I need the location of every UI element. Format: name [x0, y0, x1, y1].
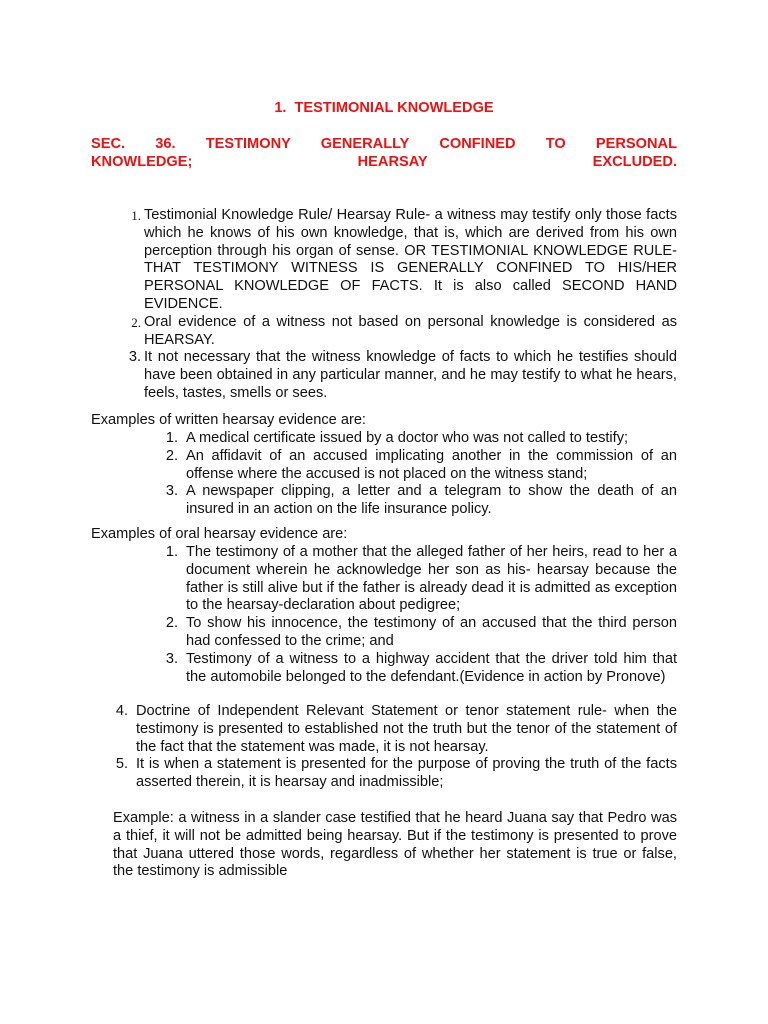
list-item-text: A newspaper clipping, a letter and a telegram to show the death of an insured in an action on the life insurance policy.: [186, 483, 677, 518]
list-item: [165, 544, 677, 615]
list-item-text: A medical certificate issued by a doctor who was not called to testify;: [186, 430, 629, 446]
list-item-text: Oral evidence of a witness not based on personal knowledge is considered as HEARSAY.: [144, 313, 677, 348]
list-item: [131, 207, 677, 314]
list-item: [128, 349, 677, 402]
list-number: 5.: [115, 756, 128, 773]
example-paragraph: Example: a witness in a slander case testified that he heard Juana say that Pedro was a thief, it will not be admitted being hearsay. But if the testimony is presented to prove that Juana uttered those words, regardless of whether her statement is true or false, the testimony is admissible: [113, 810, 677, 880]
document-heading: [0, 98, 768, 118]
list-number: 1.: [165, 544, 178, 560]
list-item-text: Testimony of a witness to a highway accident that the driver told him that the automobile belonged to the defendant.(Evidence in action by Pronove): [186, 650, 677, 685]
heading-number: 1.: [274, 100, 287, 116]
list-number: 1.: [165, 430, 178, 446]
list-item-text: Doctrine of Independent Relevant Statement or tenor statement rule- when the testimony is presented to established not the truth but the tenor of the statement of the fact that the statement was made, it is not hearsay.: [136, 703, 677, 755]
oral-examples-list: [165, 544, 677, 686]
later-rules-list: [115, 703, 677, 792]
heading-title: TESTIMONIAL KNOWLEDGE: [294, 100, 494, 116]
list-item: [165, 650, 677, 687]
oral-examples-lead: Examples of oral hearsay evidence are:: [91, 526, 348, 542]
section-heading: [91, 136, 677, 171]
list-item-text: It not necessary that the witness knowledge of facts to which he testifies should have been obtained in any particular manner, and he may testify to what he hears, feels, tastes, smells or sees.: [144, 349, 677, 401]
list-item: [165, 483, 677, 519]
list-number: 2.: [131, 314, 141, 330]
list-item: [131, 313, 677, 350]
list-item-text: It is when a statement is presented for the purpose of proving the truth of the facts asserted therein, it is hearsay and inadmissible;: [136, 756, 677, 791]
list-number: 2.: [165, 447, 178, 464]
written-examples-list: [165, 430, 677, 519]
list-item: [115, 703, 677, 756]
list-number: 2.: [165, 615, 178, 632]
list-item: [165, 430, 677, 448]
list-number: 3.: [165, 650, 178, 667]
list-number: 4.: [115, 703, 128, 719]
section-heading-line-1: SEC. 36. TESTIMONY GENERALLY CONFINED TO PERSONAL: [91, 136, 677, 152]
list-number: 3.: [165, 483, 178, 500]
list-item-text: To show his innocence, the testimony of an accused that the third person had confessed to the crime; and: [186, 615, 677, 649]
list-number: 1.: [131, 208, 141, 223]
list-item: [165, 447, 677, 484]
list-item: [115, 756, 677, 792]
rules-list: [128, 207, 677, 403]
list-number: 3.: [128, 349, 141, 366]
list-item: [165, 615, 677, 651]
written-examples-lead: Examples of written hearsay evidence are:: [91, 412, 366, 428]
list-item-text: Testimonial Knowledge Rule/ Hearsay Rule- a witness may testify only those facts which he knows of his own knowledge, that is, which are derived from his own perception through his organ of sense. OR TESTIMONIAL KNOWLEDGE RULE- THAT TESTIMONY WITNESS IS GENERALLY CONFINED TO HIS/HER PERSONAL KNOWLEDGE OF FACTS. It is also called SECOND HAND EVIDENCE.: [144, 207, 677, 312]
section-heading-line-2: KNOWLEDGE; HEARSAY EXCLUDED.: [91, 153, 677, 170]
list-item-text: The testimony of a mother that the alleged father of her heirs, read to her a document wherein he acknowledge her son as his- hearsay because the father is still alive but if the father is already dead it is admitted as exception to the hearsay-declaration about pedigree;: [186, 544, 677, 614]
list-item-text: An affidavit of an accused implicating another in the commission of an offense where the accused is not placed on the witness stand;: [186, 447, 677, 482]
